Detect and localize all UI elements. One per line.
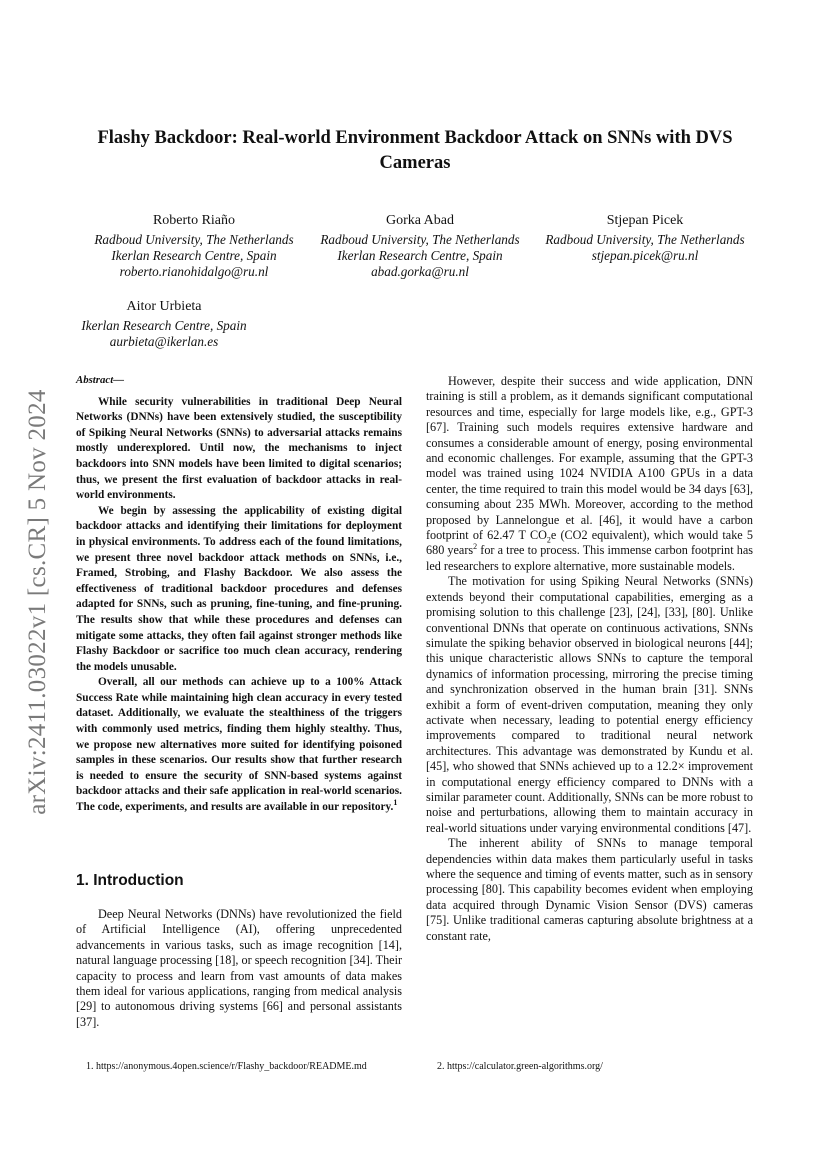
abstract-paragraph: We begin by assessing the applicability of existing digital backdoor attacks and identifying their limitations for deployment in physical environments. To address each of the found limitations, we present three novel backdoor attack methods on SNNs, i.e., Framed, Strobing, and Flashy Backdoor. We also assess the effectiveness of traditional backdoor procedures and defenses adapted for SNNs, such as pruning, fine-tuning, and fine-pruning. The results show that while these procedures and defenses can mitigate some attacks, they often fail against stronger methods like Flashy Backdoor or sacrifice too much clean accuracy, rendering the models unusable. — [76, 504, 402, 673]
arxiv-sidebar-stamp — [18, 352, 58, 852]
author-affiliation: Ikerlan Research Centre, Spain — [81, 318, 247, 333]
right-column — [426, 374, 753, 944]
author-block-4 — [66, 299, 262, 350]
abstract-paragraph: Overall, all our methods can achieve up to a 100% Attack Success Rate while maintaining high clean accuracy in every tested dataset. Additionally, we evaluate the stealthiness of the triggers with commonly used metrics, finding them highly stealthy. Thus, we propose new alternatives more suited for identifying poisoned samples in these scenarios. Our results show that further research is needed to ensure the security of SNN-based systems against backdoor attacks and their safe application in real-world scenarios. The code, experiments, and results are available in our repository.$^1$ — [76, 676, 402, 814]
paper-title: Flashy Backdoor: Real-world Environment Backdoor Attack on SNNs with DVS Cameras — [97, 128, 733, 173]
body-paragraph: However, despite their success and wide application, DNN training is still a problem, as it demands significant computational resources and time, especially for large models like, e.g., GPT-3 [67]. Training such models requires extensive hardware and consumes a considerable amount of energy, posing environmental and economic challenges. For example, assuming that the GPT-3 model was trained using 1024 NVIDIA A100 GPUs in a data center, the time required to train this model would be 34 days [63], consuming about 235 MWh. Moreover, according to the method proposed by Lannelongue et al. [46], it would have a carbon footprint of 62.47 T $CO_2e$ (CO2 equivalent), which would take 5 680 years$^2$ for a tree to process. This immense carbon footprint has led researchers to explore alternative, more sustainable models. — [426, 374, 753, 573]
abstract-label: Abstract— — [76, 374, 124, 386]
body-paragraph: Deep Neural Networks (DNNs) have revolutionized the field of Artificial Intelligence (AI), offering unprecedented advancements in various tasks, such as image recognition [14], natural language processing [18], or speech recognition [34]. Their capacity to process and learn from vast amounts of data makes them ideal for various applications, ranging from medical analysis [29] to autonomous driving systems [66] and personal assistants [37]. — [76, 907, 403, 1029]
author-email[interactable]: stjepan.picek@ru.nl — [591, 248, 699, 263]
abstract — [76, 373, 402, 816]
footnote-marker[interactable]: 1 — [393, 798, 398, 808]
section-heading: 1. Introduction — [76, 872, 184, 889]
author-block-3 — [536, 213, 754, 264]
footnote-2[interactable]: 2. https://calculator.green-algorithms.org/ — [437, 1061, 603, 1072]
body-paragraph: The inherent ability of SNNs to manage temporal dependencies within data makes them particularly useful in tasks where the sequence and timing of events matter, such as in sensory processing [80]. This capability becomes evident when employing data acquired through Dynamic Vision Sensor (DVS) cameras [75]. Unlike traditional cameras capturing absolute brightness at a constant rate, — [426, 836, 753, 943]
footnote-marker[interactable]: 2 — [473, 542, 478, 552]
footnote-1[interactable]: 1. https://anonymous.4open.science/r/Flashy_backdoor/README.md — [86, 1061, 367, 1072]
author-name: Roberto Riaño — [152, 213, 236, 228]
author-email[interactable]: aurbieta@ikerlan.es — [109, 334, 219, 349]
author-name: Aitor Urbieta — [126, 299, 202, 314]
author-affiliation: Radboud University, The Netherlands — [545, 232, 745, 247]
author-affiliation: Ikerlan Research Centre, Spain — [111, 248, 277, 263]
author-block-1 — [85, 213, 303, 280]
author-email[interactable]: roberto.rianohidalgo@ru.nl — [119, 264, 269, 279]
author-affiliation: Radboud University, The Netherlands — [94, 232, 294, 247]
author-block-2 — [311, 213, 529, 280]
author-email[interactable]: abad.gorka@ru.nl — [371, 264, 469, 279]
abstract-paragraph: While security vulnerabilities in traditional Deep Neural Networks (DNNs) have been extensively studied, the susceptibility of Spiking Neural Networks (SNNs) to adversarial attacks remains mostly underexplored. Until now, the mechanisms to inject backdoors into SNN models have been limited to digital scenarios; thus, we present the first evaluation of backdoor attacks in real-world environments. — [76, 395, 402, 502]
author-affiliation: Radboud University, The Netherlands — [320, 232, 520, 247]
author-name: Stjepan Picek — [606, 213, 684, 228]
introduction-text — [76, 907, 402, 1030]
body-paragraph: The motivation for using Spiking Neural Networks (SNNs) extends beyond their computational capabilities, emerging as a promising solution to this challenge [23], [24], [33], [80]. Unlike conventional DNNs that operate on continuous activations, SNNs simulate the spiking behavior observed in biological neurons [44]; this unique characteristic allows SNNs to capture the temporal dynamics of information processing, mirroring the precise timing and synchronization observed in the human brain [31]. SNNs exhibit a form of event-driven computation, meaning they only activate when necessary, leading to potential energy efficiency improvements compared to traditional neural network architectures. This advantage was demonstrated by Kundu et al. [45], who showed that SNNs achieved up to a 12.2× improvement in computational energy efficiency compared to DNNs with a similar parameter count. Additionally, SNNs can be more robust to noise and perturbations, allowing them to maintain accuracy in real-world situations under varying environmental conditions [47]. — [426, 574, 753, 835]
arxiv-identifier: arXiv:2411.03022v1 [cs.CR] 5 Nov 2024 — [24, 389, 51, 815]
author-name: Gorka Abad — [385, 213, 455, 228]
author-affiliation: Ikerlan Research Centre, Spain — [337, 248, 503, 263]
